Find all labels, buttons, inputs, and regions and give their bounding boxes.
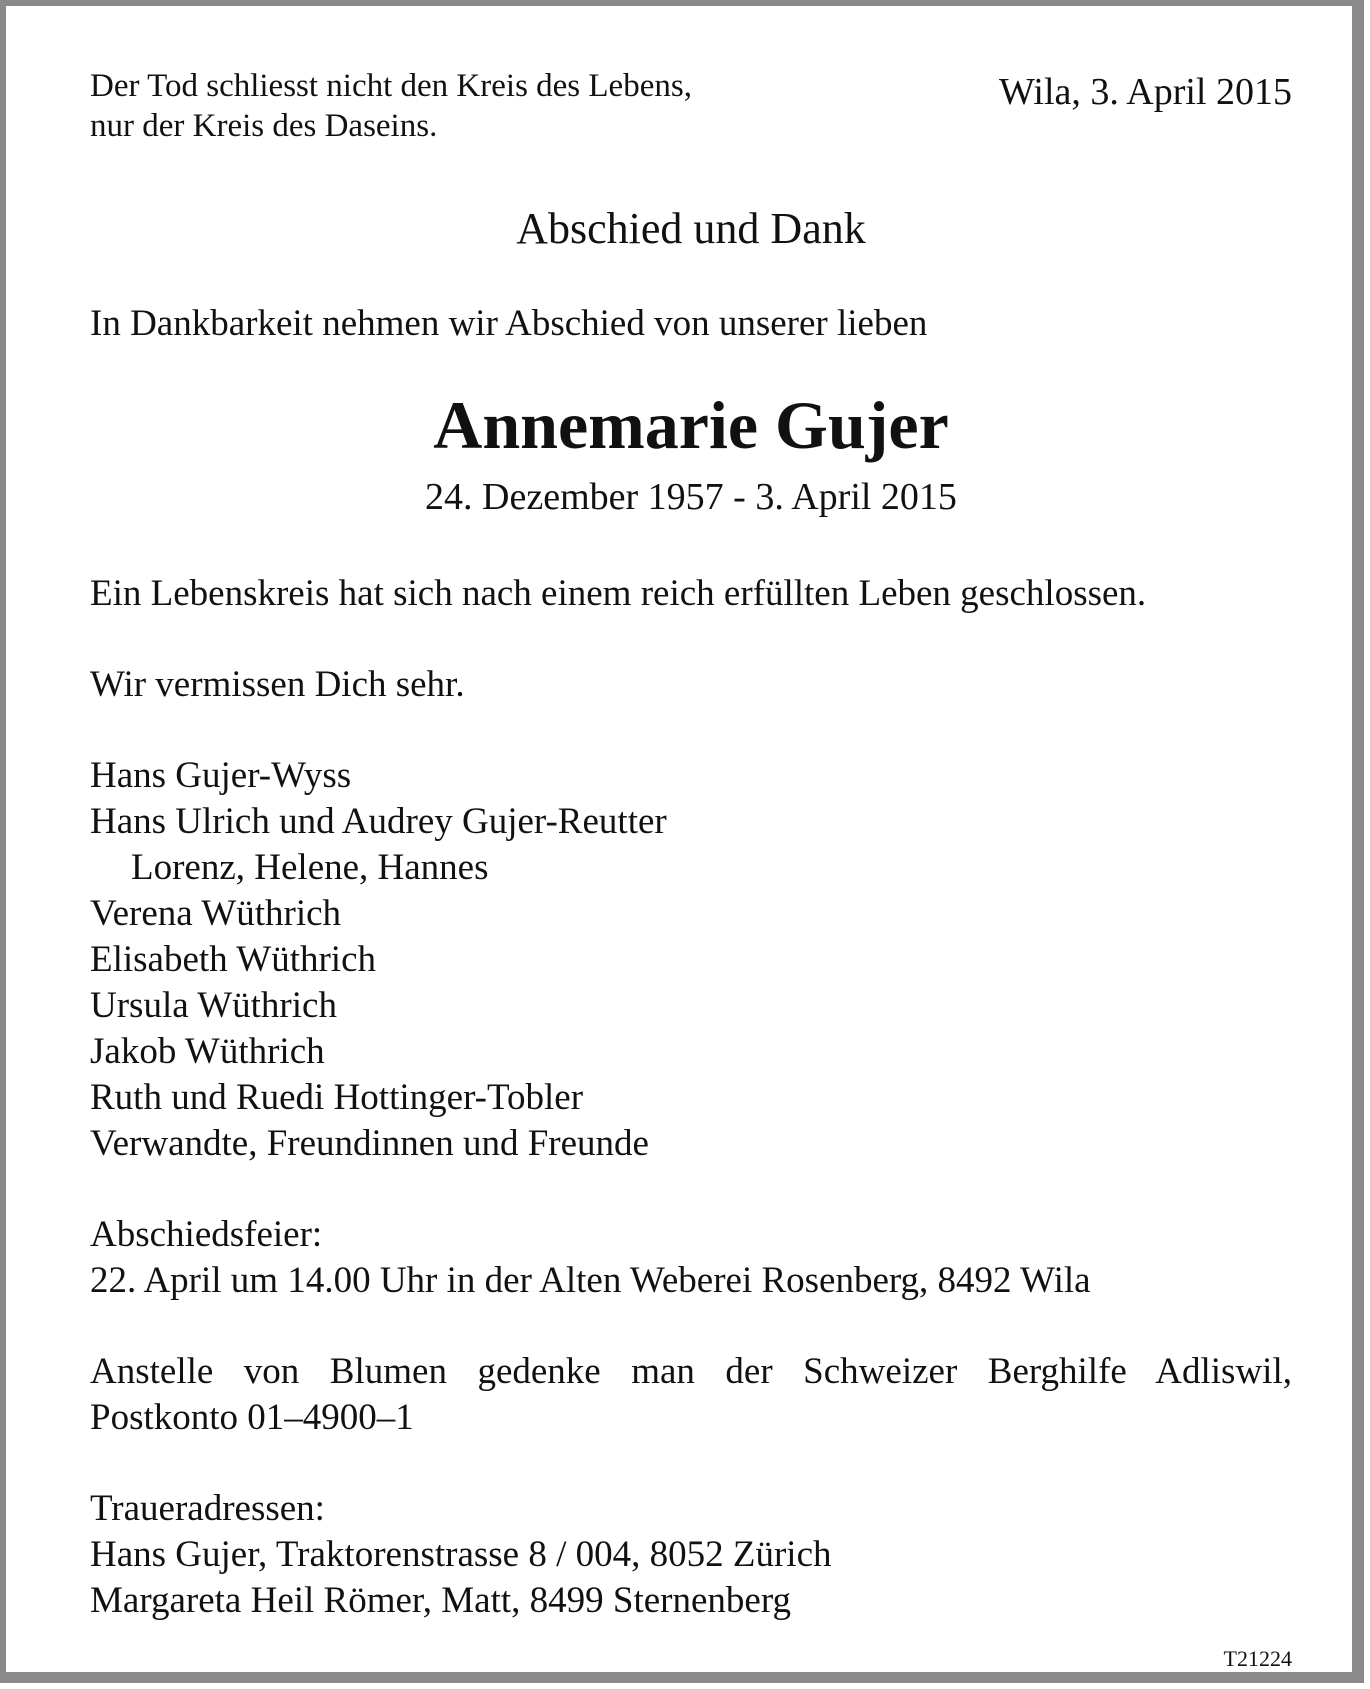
donation-line-2: Postkonto 01–4900–1 — [90, 1397, 414, 1438]
life-dates: 24. Dezember 1957 - 3. April 2015 — [425, 476, 957, 518]
mourner-line: Lorenz, Helene, Hannes — [131, 847, 489, 888]
motto-line-1: Der Tod schliesst nicht den Kreis des Lebens, — [90, 68, 692, 104]
ceremony-label: Abschiedsfeier: — [90, 1214, 323, 1255]
ceremony-detail: 22. April um 14.00 Uhr in der Alten Weberei Rosenberg, 8492 Wila — [90, 1260, 1091, 1301]
mourner-line: Hans Ulrich und Audrey Gujer-Reutter — [90, 801, 667, 842]
addresses-label: Traueradressen: — [90, 1488, 325, 1529]
mourner-line: Jakob Wüthrich — [90, 1031, 325, 1072]
miss-text: Wir vermissen Dich sehr. — [90, 664, 465, 705]
motto-line-2: nur der Kreis des Daseins. — [90, 108, 438, 144]
mourner-line: Verena Wüthrich — [90, 893, 342, 934]
donation-line-1: Anstelle von Blumen gedenke man der Schweizer Berghilfe Adliswil, — [90, 1351, 1292, 1392]
mourner-line: Ursula Wüthrich — [90, 985, 337, 1026]
statement-text: Ein Lebenskreis hat sich nach einem reich erfüllten Leben geschlossen. — [90, 573, 1147, 614]
address-line: Margareta Heil Römer, Matt, 8499 Sternenberg — [90, 1580, 791, 1621]
page-edge — [1364, 0, 1370, 1689]
place-date: Wila, 3. April 2015 — [999, 71, 1292, 113]
ad-code: T21224 — [1223, 1646, 1292, 1671]
obituary-notice — [90, 6, 1292, 1671]
address-line: Hans Gujer, Traktorenstrasse 8 / 004, 8052 Zürich — [90, 1534, 832, 1575]
mourner-line: Ruth und Ruedi Hottinger-Tobler — [90, 1077, 584, 1118]
mourner-line: Verwandte, Freundinnen und Freunde — [90, 1123, 649, 1164]
notice-heading: Abschied und Dank — [516, 204, 866, 253]
mourner-line: Elisabeth Wüthrich — [90, 939, 376, 980]
deceased-name: Annemarie Gujer — [433, 387, 949, 463]
intro-text: In Dankbarkeit nehmen wir Abschied von unserer lieben — [90, 303, 928, 344]
mourner-line: Hans Gujer-Wyss — [90, 755, 352, 796]
